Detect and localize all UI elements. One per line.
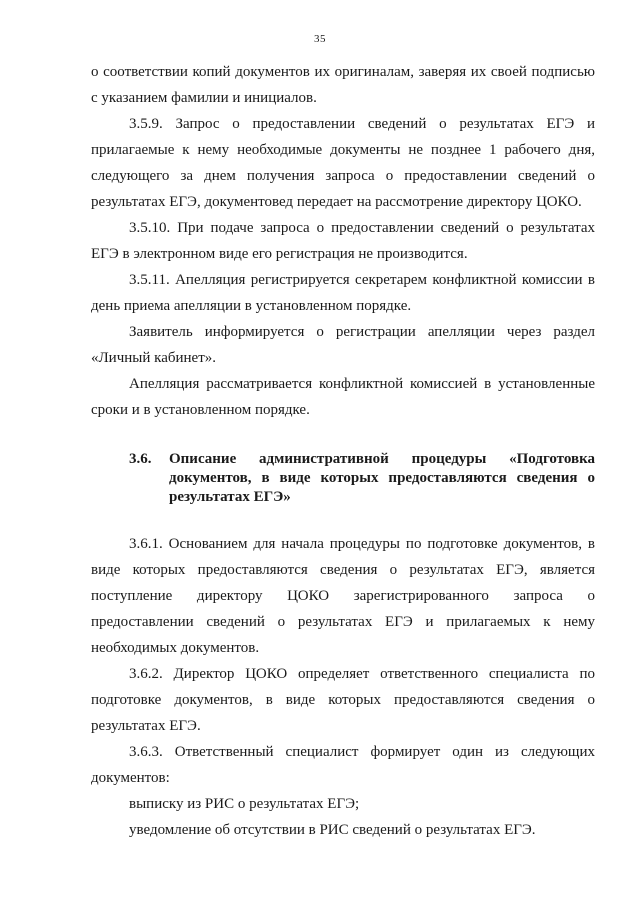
- paragraph-continuation: о соответствии копий документов их оригиналам, заверяя их своей подписью с указанием фамилии и инициалов.: [91, 64, 595, 106]
- paragraph-appeal-considered: Апелляция рассматривается конфликтной комиссией в установленные сроки и в установленном порядке.: [91, 376, 595, 418]
- paragraph-3-6-2: 3.6.2. Директор ЦОКО определяет ответственного специалиста по подготовке документов, в виде которых предоставляются сведения о результатах ЕГЭ.: [91, 666, 595, 734]
- document-body: [91, 59, 595, 843]
- paragraph-3-5-10: 3.5.10. При подаче запроса о предоставлении сведений о результатах ЕГЭ в электронном виде его регистрация не производится.: [91, 220, 595, 262]
- paragraph-3-6-1: 3.6.1. Основанием для начала процедуры по подготовке документов, в виде которых предоставляются сведения о результатах ЕГЭ, является поступление директору ЦОКО зарегистрированного запроса о предоставлении сведений о результатах ЕГЭ и прилагаемых к нему необходимых документов.: [91, 536, 595, 656]
- list-item-notification: уведомление об отсутствии в РИС сведений о результатах ЕГЭ.: [129, 822, 536, 838]
- page-number: 35: [314, 33, 326, 45]
- paragraph-3-5-9: 3.5.9. Запрос о предоставлении сведений о результатах ЕГЭ и прилагаемые к нему необходимые документы не позднее 1 рабочего дня, следующего за днем получения запроса о предоставлении сведений о результатах ЕГЭ, документовед передает на рассмотрение директору ЦОКО.: [91, 116, 595, 210]
- section-heading: [91, 450, 595, 507]
- section-title: Описание административной процедуры «Подготовка документов, в виде которых предоставляются сведения о результатах ЕГЭ»: [169, 451, 595, 505]
- section-number: 3.6.: [129, 451, 152, 467]
- paragraph-3-5-11: 3.5.11. Апелляция регистрируется секретарем конфликтной комиссии в день приема апелляции в установленном порядке.: [91, 272, 595, 314]
- paragraph-3-6-3: 3.6.3. Ответственный специалист формирует один из следующих документов:: [91, 744, 595, 786]
- paragraph-applicant-informed: Заявитель информируется о регистрации апелляции через раздел «Личный кабинет».: [91, 324, 595, 366]
- list-item-extract: выписку из РИС о результатах ЕГЭ;: [129, 796, 360, 812]
